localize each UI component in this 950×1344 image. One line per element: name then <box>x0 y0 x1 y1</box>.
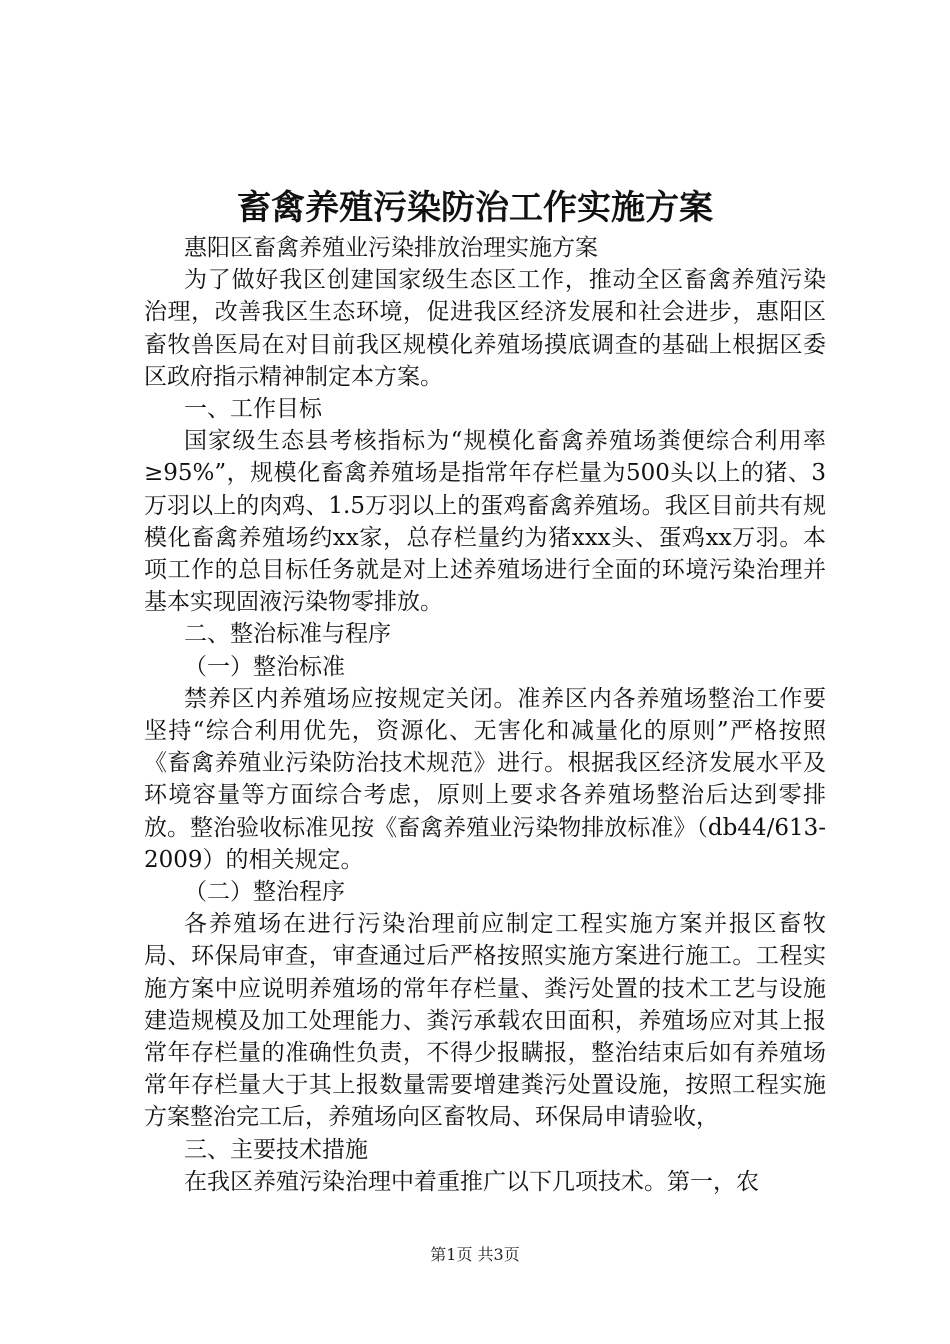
section-heading-standards: 二、整治标准与程序 <box>184 621 391 648</box>
section-heading-measures: 三、主要技术措施 <box>184 1136 368 1163</box>
procedure-paragraph: 各养殖场在进行污染治理前应制定工程实施方案并报区畜牧局、环保局审查，审查通过后严格按照实施方案进行施工。工程实施方案中应说明养殖场的常年存栏量、粪污处置的技术工艺与设施建造规模及加工处理能力、粪污承载农田面积，养殖场应对其上报常年存栏量的准确性负责，不得少报瞒报，整治结束后如有养殖场常年存栏量大于其上报数量需要增建粪污处置设施，按照工程实施方案整治完工后，养殖场向区畜牧局、环保局申请验收， <box>144 911 826 1131</box>
page-number-footer: 第1页 共3页 <box>430 1245 520 1264</box>
intro-paragraph: 为了做好我区创建国家级生态区工作，推动全区畜禽养殖污染治理，改善我区生态环境，促进我区经济发展和社会进步，惠阳区畜牧兽医局在对目前我区规模化养殖场摸底调查的基础上根据区委区政府指示精神制定本方案。 <box>144 267 826 390</box>
goals-paragraph: 国家级生态县考核指标为“规模化畜禽养殖场粪便综合利用率≥95%”，规模化畜禽养殖场是指常年存栏量为500头以上的猪、3万羽以上的肉鸡、1.5万羽以上的蛋鸡畜禽养殖场。我区目前共有规模化畜禽养殖场约xx家，总存栏量约为猪xxx头、蛋鸡xx万羽。本项工作的总目标任务就是对上述养殖场进行全面的环境污染治理并基本实现固液污染物零排放。 <box>144 428 826 616</box>
subheading-procedure: （二）整治程序 <box>184 879 345 906</box>
subtitle-paragraph: 惠阳区畜禽养殖业污染排放治理实施方案 <box>184 235 598 261</box>
standards-paragraph: 禁养区内养殖场应按规定关闭。准养区内各养殖场整治工作要坚持“综合利用优先，资源化、无害化和减量化的原则”严格按照《畜禽养殖业污染防治技术规范》进行。根据我区经济发展水平及环境容量等方面综合考虑，原则上要求各养殖场整治后达到零排放。整治验收标准见按《畜禽养殖业污染物排放标准》（db44/613-2009）的相关规定。 <box>144 685 826 873</box>
document-body <box>144 232 826 1198</box>
section-heading-goals: 一、工作目标 <box>184 396 322 423</box>
measures-paragraph: 在我区养殖污染治理中着重推广以下几项技术。第一，农 <box>184 1168 759 1195</box>
document-title: 畜禽养殖污染防治工作实施方案 <box>237 188 713 228</box>
subheading-standards: （一）整治标准 <box>184 653 345 680</box>
